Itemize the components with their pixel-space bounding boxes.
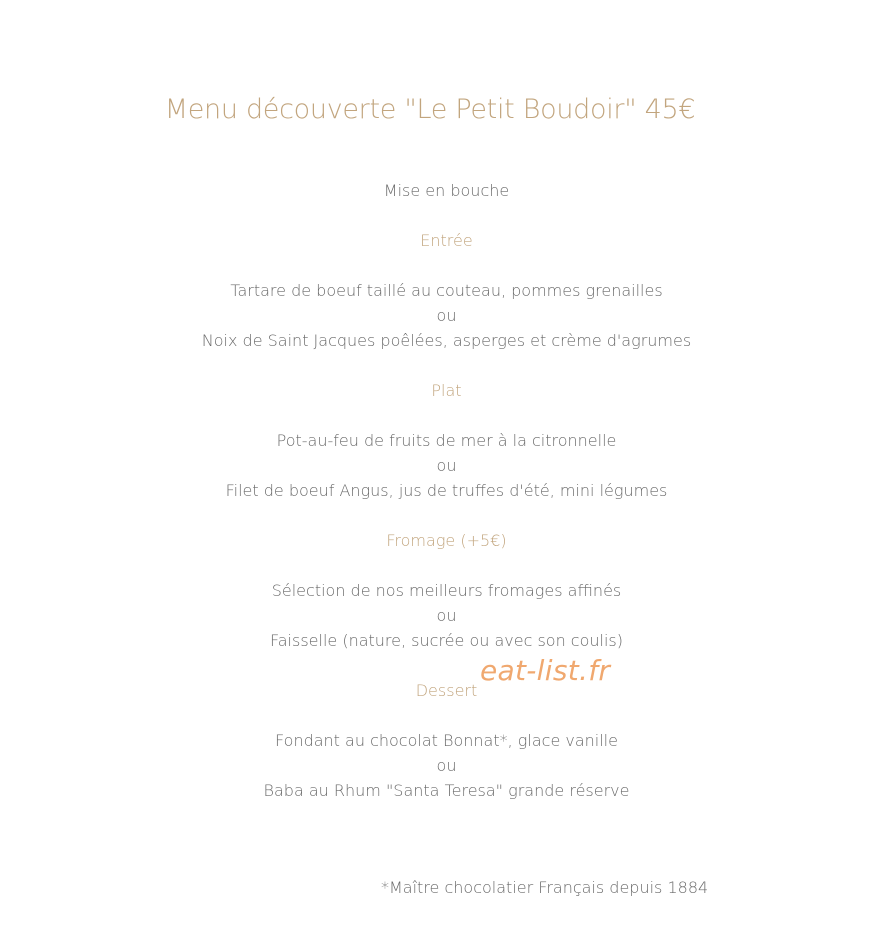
dessert-option-1: Fondant au chocolat Bonnat*, glace vanille (275, 731, 618, 750)
section-heading-dessert: Dessert (415, 681, 478, 700)
mise-en-bouche: Mise en bouche (383, 181, 510, 200)
spacer (0, 253, 880, 278)
fromage-option-2: Faisselle (nature, sucrée ou avec son coulis) (270, 631, 623, 650)
spacer (0, 203, 880, 228)
fromage-or: ou (436, 606, 457, 625)
entree-option-2: Noix de Saint Jacques poêlées, asperges et crème d'agrumes (201, 331, 692, 350)
spacer (0, 503, 880, 528)
plat-option-2: Filet de boeuf Angus, jus de truffes d'été, mini légumes (225, 481, 668, 500)
spacer (0, 403, 880, 428)
entree-option-1: Tartare de boeuf taillé au couteau, pommes grenailles (230, 281, 663, 300)
entree-or: ou (436, 306, 457, 325)
spacer (0, 653, 880, 678)
section-heading-entree: Entrée (420, 231, 473, 250)
spacer (0, 703, 880, 728)
dessert-or: ou (436, 756, 457, 775)
menu-title: Menu découverte "Le Petit Boudoir" 45€ (164, 94, 696, 125)
section-heading-plat: Plat (431, 381, 462, 400)
dessert-option-2: Baba au Rhum "Santa Teresa" grande réserve (263, 781, 630, 800)
plat-option-1: Pot-au-feu de fruits de mer à la citronnelle (276, 431, 617, 450)
fromage-option-1: Sélection de nos meilleurs fromages affinés (271, 581, 622, 600)
watermark-text: eat-list.fr (480, 654, 611, 687)
spacer (0, 353, 880, 378)
footnote: *Maître chocolatier Français depuis 1884 (381, 878, 709, 897)
plat-or: ou (436, 456, 457, 475)
section-heading-fromage: Fromage (+5€) (386, 531, 507, 550)
spacer (0, 553, 880, 578)
menu-body (0, 178, 880, 803)
